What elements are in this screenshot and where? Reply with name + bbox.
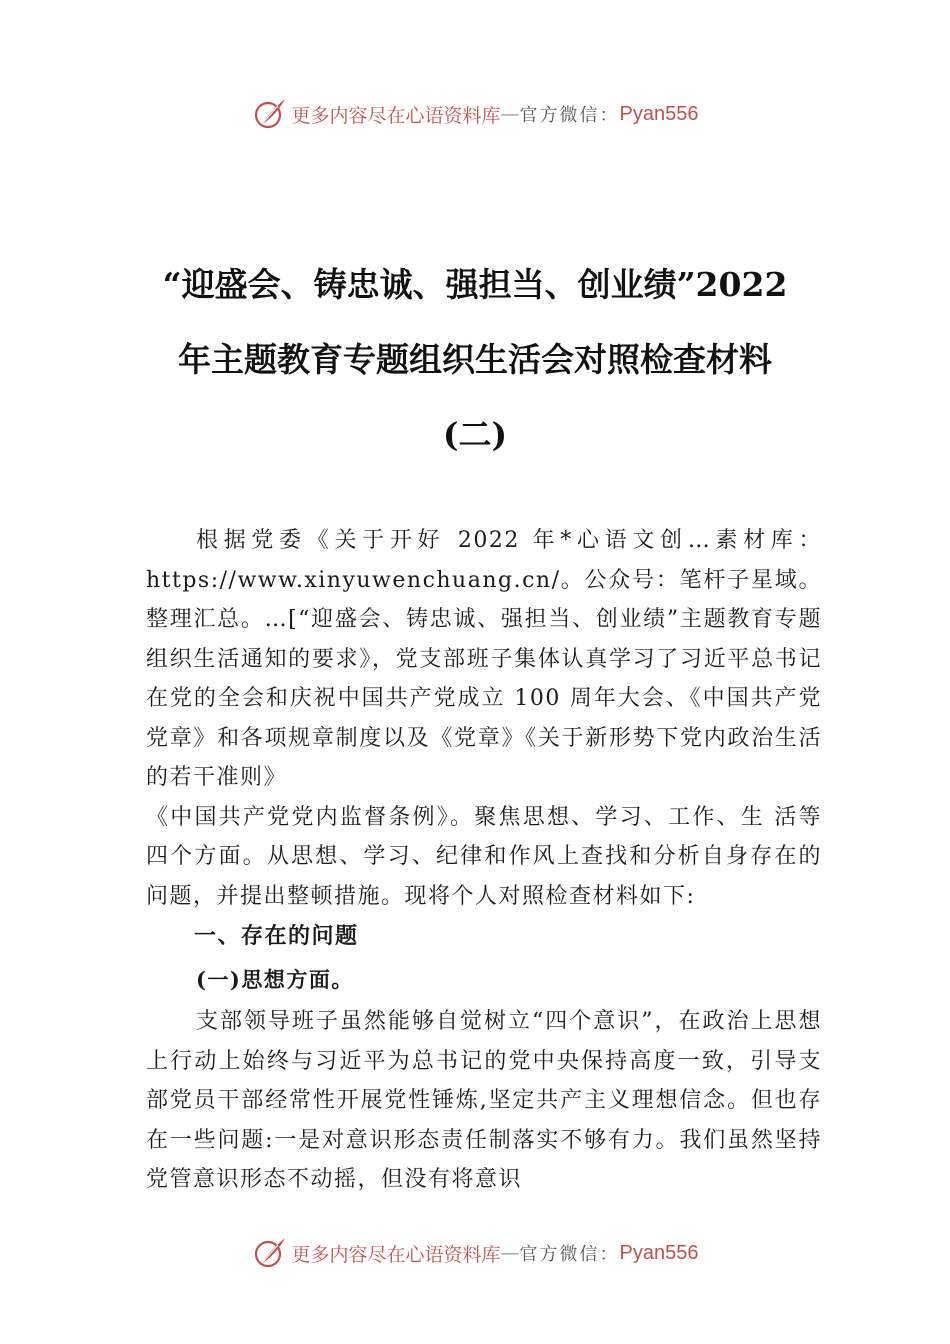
title-line-1: “迎盛会、铸忠诚、强担当、创业绩”2022 <box>162 265 788 304</box>
footer-watermark <box>0 1233 950 1273</box>
document-title <box>130 247 820 472</box>
watermark-wechat-id: Pyan556 <box>619 102 699 125</box>
watermark-label: 官方微信： <box>519 1244 620 1265</box>
header-watermark <box>0 94 950 134</box>
watermark-separator: — <box>500 103 520 125</box>
title-line-3: (二) <box>442 415 508 454</box>
quill-logo-icon <box>252 96 288 132</box>
body-paragraph: 支部领导班子虽然能够自觉树立“四个意识”，在政治上思想上行动上始终与习近平为总书记的党中央保持高度一致，引导支部党员干部经常性开展党性锤炼,坚定共产主义理想信念。但也存在一些问题:一是对意识形态责任制落实不够有力。我们虽然坚持党管意识形态不动摇，但没有将意识 <box>146 1009 822 1192</box>
watermark-separator: — <box>500 1242 520 1264</box>
watermark-label: 官方微信： <box>519 105 620 126</box>
quill-logo-icon <box>252 1235 288 1271</box>
title-line-2: 年主题教育专题组织生活会对照检查材料 <box>178 340 772 379</box>
intro-paragraph: 根据党委《关于开好 2022 年*心语文创…素材库：https://www.xinyuwenchuang.cn/。公众号：笔杆子星域。整理汇总。…[“迎盛会、铸忠诚、强担当、创业绩”主题教育专题组织生活通知的要求》，党支部班子集体认真学习了习近平总书记在党的全会和庆祝中国共产党成立 100 周年大会、《中国共产党党章》和各项规章制度以及《党章》《关于新形势下党内政治生活的若干准则》 <box>146 528 822 790</box>
section-heading: 一、存在的问题 <box>194 924 359 949</box>
watermark-wechat-id: Pyan556 <box>619 1241 699 1264</box>
subsection-heading: (一)思想方面。 <box>196 967 354 992</box>
document-body <box>146 521 822 1200</box>
watermark-text: 更多内容尽在心语资料库 <box>291 104 501 127</box>
watermark-text: 更多内容尽在心语资料库 <box>291 1243 501 1266</box>
intro-continuation: 《中国共产党党内监督条例》。聚焦思想、学习、工作、生 活等四个方面。从思想、学习、纪律和作风上查找和分析自身存在的问题，并提出整顿措施。现将个人对照检查材料如下: <box>146 804 822 909</box>
